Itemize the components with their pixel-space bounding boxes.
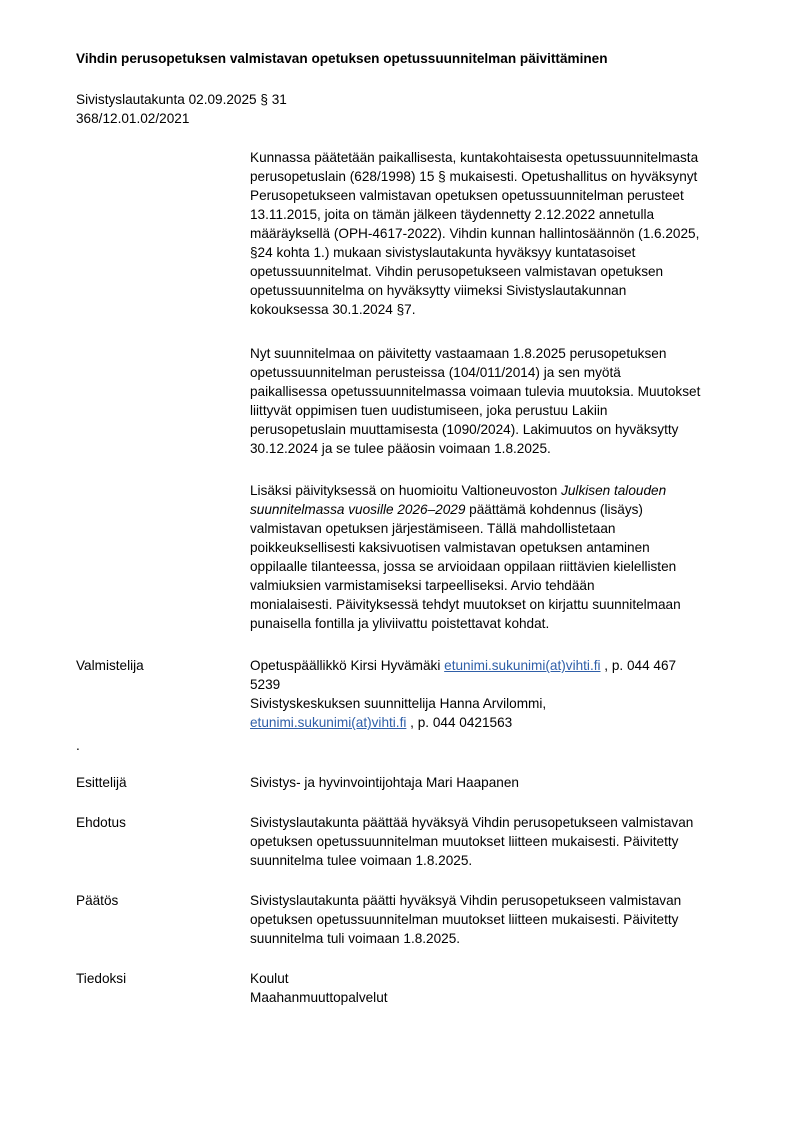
decision-line: suunnitelma tuli voimaan 1.8.2025. (250, 931, 461, 946)
text-run: päättämä kohdennus (lisäys) (465, 502, 643, 517)
decision-line: Sivistyslautakunta päätti hyväksyä Vihdin perusopetukseen valmistavan (250, 893, 682, 908)
preparer-line (250, 656, 740, 675)
phone-text: , p. 044 0421563 (406, 715, 513, 730)
decision-label: Päätös (76, 893, 119, 908)
paragraph-line: Perusopetukseen valmistavan opetuksen opetussuunnitelman perusteet (250, 188, 684, 203)
italic-text: Julkisen talouden (561, 483, 667, 498)
presenter-value (250, 773, 740, 792)
decision-line: opetuksen opetussuunnitelman muutokset liitteen mukaisesti. Päivitetty (250, 912, 679, 927)
proposal-value (250, 813, 740, 870)
preparer-label: Valmistelija (76, 658, 144, 673)
preparer-line (250, 713, 740, 732)
paragraph-line: perusopetuslain (628/1998) 15 § mukaisesti. Opetushallitus on hyväksynyt (250, 169, 698, 184)
paragraph-background (250, 148, 740, 319)
record-number: 368/12.01.02/2021 (76, 111, 190, 126)
paragraph-line: monialaisesti. Päivityksessä tehdyt muutokset on kirjattu suunnitelmaan (250, 597, 681, 612)
paragraph-line: Nyt suunnitelmaa on päivitetty vastaamaan 1.8.2025 perusopetuksen (250, 346, 667, 361)
paragraph-line: opetussuunnitelma on hyväksytty viimeksi Sivistyslautakunnan (250, 283, 627, 298)
paragraph-line: valmistavan opetuksen järjestämiseen. Tällä mahdollistetaan (250, 521, 616, 536)
proposal-line: Sivistyslautakunta päättää hyväksyä Vihdin perusopetukseen valmistavan (250, 815, 694, 830)
paragraph-line: opetussuunnitelmat. Vihdin perusopetukseen valmistavan opetuksen (250, 264, 664, 279)
presenter-line: Sivistys- ja hyvinvointijohtaja Mari Haapanen (250, 775, 519, 790)
notice-value (250, 969, 740, 1007)
notice-recipient: Maahanmuuttopalvelut (250, 990, 388, 1005)
presenter-label: Esittelijä (76, 775, 127, 790)
paragraph-line: 30.12.2024 ja se tulee pääosin voimaan 1.8.2025. (250, 441, 551, 456)
email-link[interactable]: etunimi.sukunimi(at)vihti.fi (444, 658, 601, 673)
paragraph-line: Kunnassa päätetään paikallisesta, kuntakohtaisesta opetussuunnitelmasta (250, 150, 699, 165)
text-run: Lisäksi päivityksessä on huomioitu Valtioneuvoston (250, 483, 562, 498)
notice-label: Tiedoksi (76, 971, 127, 986)
paragraph-line: valmiuksien varmistamiseksi tarpeelliseksi. Arvio tehdään (250, 578, 595, 593)
paragraph-line: kokouksessa 30.1.2024 §7. (250, 302, 416, 317)
preparer-line: 5239 (250, 677, 281, 692)
paragraph-line: oppilaalle tilanteessa, jossa se arvioidaan oppilaan riittävien kielellisten (250, 559, 677, 574)
paragraph-additions (250, 481, 740, 633)
paragraph-line: 13.11.2015, joita on tämän jälkeen täydennetty 2.12.2022 annetulla (250, 207, 655, 222)
proposal-line: suunnitelma tulee voimaan 1.8.2025. (250, 853, 473, 868)
meeting-reference: Sivistyslautakunta 02.09.2025 § 31 (76, 92, 287, 107)
proposal-label: Ehdotus (76, 815, 126, 830)
paragraph-line: määräyksellä (OPH-4617-2022). Vihdin kunnan hallintosäännön (1.6.2025, (250, 226, 700, 241)
paragraph-line: §24 kohta 1.) mukaan sivistyslautakunta hyväksyy kuntatasoiset (250, 245, 636, 260)
paragraph-line: paikallisessa opetussuunnitelmassa voimaan tulevia muutoksia. Muutokset (250, 384, 701, 399)
paragraph-line: opetussuunnitelman perusteissa (104/011/2014) ja sen myötä (250, 365, 621, 380)
preparer-name: Opetuspäällikkö Kirsi Hyvämäki (250, 658, 445, 673)
paragraph-line: perusopetuslain muuttamisesta (1090/2024). Lakimuutos on hyväksytty (250, 422, 679, 437)
document-title: Vihdin perusopetuksen valmistavan opetuksen opetussuunnitelman päivittäminen (76, 51, 608, 66)
paragraph-line: poikkeuksellisesti kaksivuotisen valmistavan opetuksen antaminen (250, 540, 650, 555)
paragraph-update (250, 344, 740, 458)
preparer-value (250, 656, 740, 732)
notice-recipient: Koulut (250, 971, 289, 986)
paragraph-line: liittyvät oppimisen tuen uudistumiseen, joka perustuu Lakiin (250, 403, 608, 418)
proposal-line: opetuksen opetussuunnitelman muutokset liitteen mukaisesti. Päivitetty (250, 834, 679, 849)
paragraph-line (250, 481, 740, 500)
paragraph-line: punaisella fontilla ja yliviivattu poistettavat kohdat. (250, 616, 550, 631)
phone-text: , p. 044 467 (600, 658, 677, 673)
stray-dot: . (76, 738, 80, 753)
paragraph-line (250, 500, 740, 519)
italic-text: suunnitelmassa vuosille 2026–2029 (250, 502, 466, 517)
decision-value (250, 891, 740, 948)
preparer-line: Sivistyskeskuksen suunnittelija Hanna Arvilommi, (250, 696, 547, 711)
email-link[interactable]: etunimi.sukunimi(at)vihti.fi (250, 715, 407, 730)
